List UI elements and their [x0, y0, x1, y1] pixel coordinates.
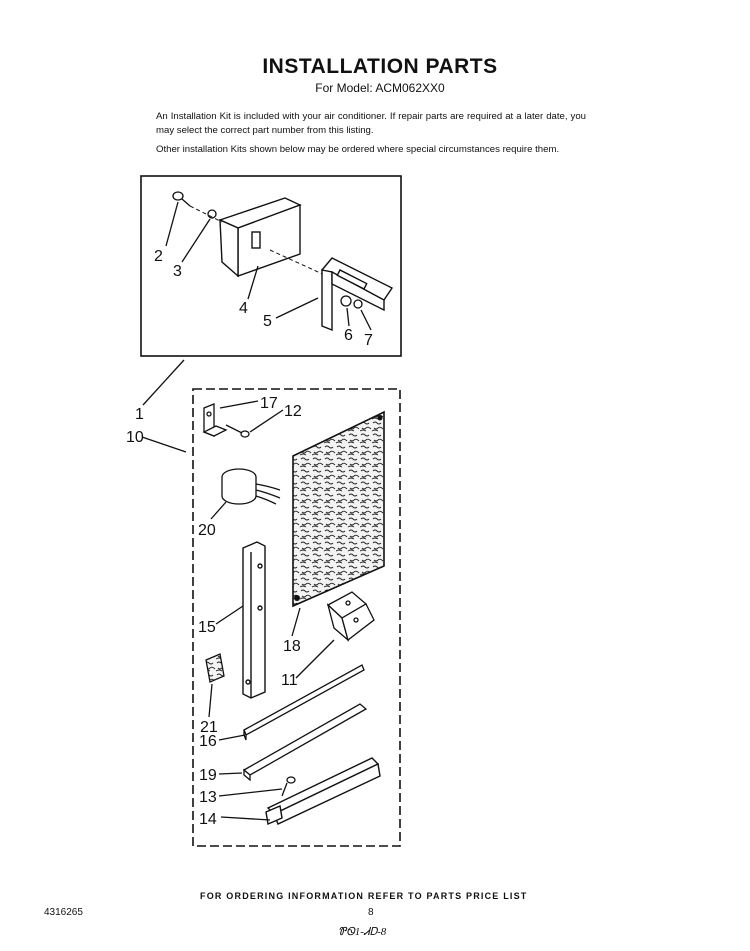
assembly-line-2-4: [190, 206, 222, 222]
callout-19: 19: [199, 767, 217, 784]
callout-6: 6: [344, 327, 353, 344]
side-channel-part-15: [243, 542, 265, 698]
callout-4: 4: [239, 300, 248, 317]
model-subtitle: For Model: ACM062XX0: [315, 81, 445, 95]
ordering-note: FOR ORDERING INFORMATION REFER TO PARTS PRICE LIST: [200, 891, 528, 901]
sill-support-part-14: [266, 758, 380, 824]
callout-18: 18: [283, 638, 301, 655]
screw-part-12: [226, 425, 249, 437]
clip-part-17: [204, 404, 226, 436]
callout-21: 21: [200, 719, 218, 736]
page-number: 8: [368, 907, 374, 918]
callout-11: 11: [281, 672, 298, 689]
callout-15: 15: [198, 619, 216, 636]
washer-part-7: [354, 300, 362, 308]
callout-1: 1: [135, 406, 144, 423]
callout-16: 16: [199, 733, 217, 750]
gasket-part-21: [206, 654, 224, 682]
callout-2: 2: [154, 248, 163, 265]
corner-bracket-part-11: [328, 592, 374, 640]
callout-20: 20: [198, 522, 216, 539]
screw-part-13: [282, 777, 295, 796]
nut-part-6: [341, 296, 351, 306]
handwritten-note: ᏈᏫ1-ᏗᎠ-8: [338, 926, 387, 938]
callout-5: 5: [263, 313, 272, 330]
screw-part-2: [173, 192, 190, 206]
callout-10: 10: [126, 429, 144, 446]
callout-14: 14: [199, 811, 217, 828]
seal-roll-part-20: [222, 469, 280, 504]
callout-17: 17: [260, 395, 278, 412]
bracket-part-4: [220, 198, 300, 276]
document-number: 4316265: [44, 907, 83, 918]
intro-paragraph-2: Other installation Kits shown below may be ordered where special circumstances require them.: [156, 144, 560, 155]
callout-7: 7: [364, 332, 373, 349]
callout-12: 12: [284, 403, 302, 420]
intro-paragraph-1: An Installation Kit is included with your air conditioner. If repair parts are required at a later date, you may select the correct part number from this listing.: [156, 111, 586, 136]
foam-panel-part-18: [293, 412, 384, 606]
page-title: INSTALLATION PARTS: [262, 55, 498, 78]
bar-part-19: [244, 704, 366, 780]
callout-3: 3: [173, 263, 182, 280]
callout-13: 13: [199, 789, 217, 806]
angle-bracket-part-5: [322, 258, 392, 330]
